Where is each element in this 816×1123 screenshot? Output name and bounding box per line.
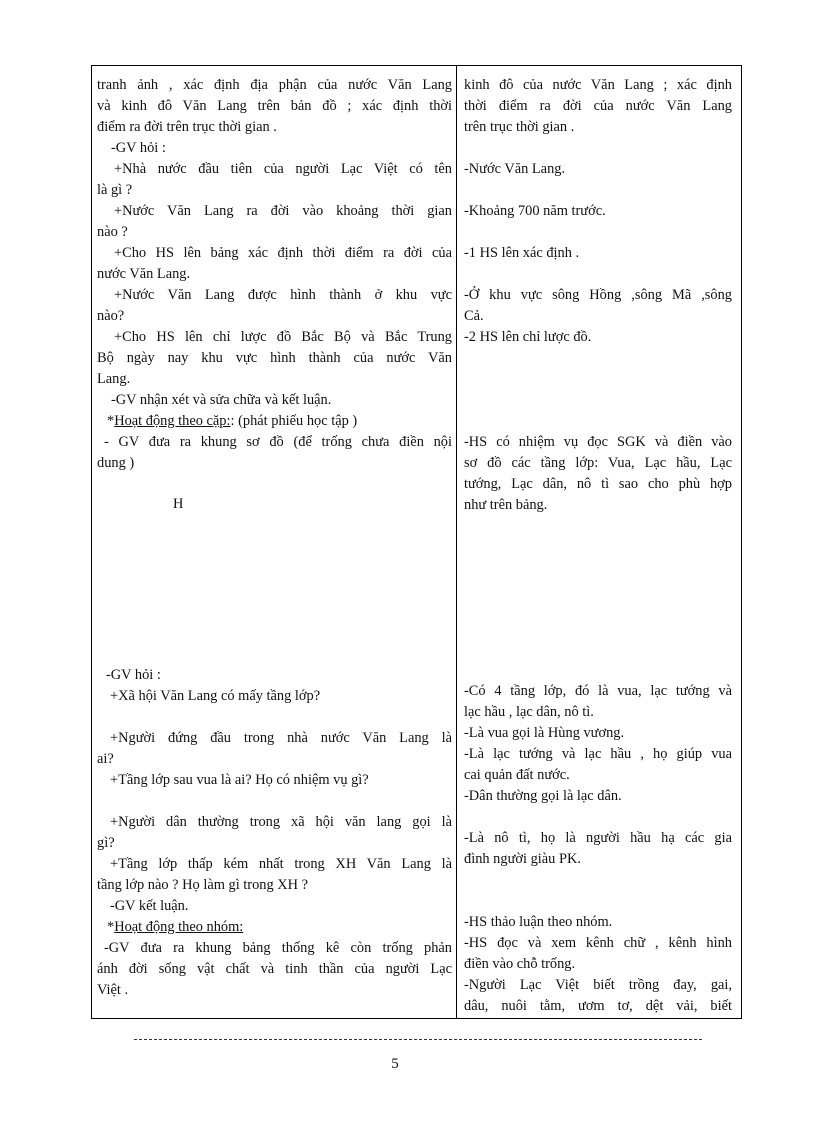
left-line: tranh ảnh , xác định địa phận của nước Văn Lang	[97, 77, 452, 93]
right-line: dâu, nuôi tằm, ươm tơ, dệt vải, biết	[464, 998, 732, 1014]
right-line: Cả.	[464, 308, 484, 324]
left-line: điểm ra đời trên trục thời gian .	[97, 119, 277, 135]
right-line: lạc hầu , lạc dân, nô tì.	[464, 704, 594, 720]
left-line: và kinh đô Văn Lang trên bản đồ ; xác định thời	[97, 98, 452, 114]
right-line: -1 HS lên xác định .	[464, 245, 580, 261]
left-line: Lang.	[97, 371, 131, 387]
left-line: -GV hỏi :	[111, 140, 166, 156]
left-line: +Người đứng đầu trong nhà nước Văn Lang là	[110, 730, 452, 746]
left-line: Bộ ngày nay khu vực hình thành của nước Văn	[97, 350, 452, 366]
left-line: nào?	[97, 308, 125, 324]
footer-dashed-rule	[134, 1039, 702, 1040]
right-line: trên trục thời gian .	[464, 119, 575, 135]
left-line: +Nước Văn Lang được hình thành ở khu vực	[114, 287, 452, 303]
left-line: +Người dân thường trong xã hội văn lang gọi là	[110, 814, 452, 830]
right-line: -Là nô tì, họ là người hầu hạ các gia	[464, 830, 732, 846]
left-line: tầng lớp nào ? Họ làm gì trong XH ?	[97, 877, 309, 893]
left-line: -GV kết luận.	[110, 898, 189, 914]
right-line: như trên bảng.	[464, 497, 548, 513]
left-line: nào ?	[97, 224, 128, 240]
right-line: tướng, Lạc dân, nô tì sao cho phù hợp	[464, 476, 732, 492]
left-line: -GV đưa ra khung bảng thống kê còn trống phản	[104, 940, 452, 956]
right-line: đình người giàu PK.	[464, 851, 581, 867]
right-line: cai quản đất nước.	[464, 767, 570, 783]
right-line: -HS có nhiệm vụ đọc SGK và điền vào	[464, 434, 732, 450]
right-line: thời điểm ra đời của nước Văn Lang	[464, 98, 732, 114]
right-line: -Khoảng 700 năm trước.	[464, 203, 606, 219]
left-line: +Tầng lớp thấp kém nhất trong XH Văn Lang là	[110, 856, 452, 872]
right-line: sơ đồ các tầng lớp: Vua, Lạc hầu, Lạc	[464, 455, 732, 471]
right-line: -Là vua gọi là Hùng vương.	[464, 725, 625, 741]
right-line: -Là lạc tướng và lạc hầu , họ giúp vua	[464, 746, 732, 762]
left-line: +Cho HS lên chỉ lược đồ Bắc Bộ và Bắc Trung	[114, 329, 452, 345]
left-line: ai?	[97, 751, 114, 767]
left-line: +Cho HS lên bảng xác định thời điểm ra đời của	[114, 245, 452, 261]
left-line: +Tầng lớp sau vua là ai? Họ có nhiệm vụ gì?	[110, 772, 369, 788]
page-number: 5	[391, 1056, 399, 1072]
right-line: -Người Lạc Việt biết trồng đay, gai,	[464, 977, 732, 993]
left-line: dung )	[97, 455, 135, 471]
left-line: +Nước Văn Lang ra đời vào khoảng thời gian	[114, 203, 452, 219]
activity-heading-pairs: *Hoạt động theo cặp:: (phát phiếu học tập )	[107, 413, 358, 429]
left-line: - GV đưa ra khung sơ đồ (để trống chưa điền nội	[104, 434, 452, 450]
lesson-table	[91, 65, 742, 1019]
right-line: điền vào chỗ trống.	[464, 956, 576, 972]
activity-heading-pairs-tail: : (phát phiếu học tập )	[230, 413, 358, 429]
right-line: -Dân thường gọi là lạc dân.	[464, 788, 622, 804]
left-line: là gì ?	[97, 182, 133, 198]
left-line: +Xã hội Văn Lang có mấy tầng lớp?	[110, 688, 321, 704]
right-line: -Nước Văn Lang.	[464, 161, 566, 177]
left-line: +Nhà nước đầu tiên của người Lạc Việt có tên	[114, 161, 452, 177]
left-line: ánh đời sống vật chất và tinh thần của người Lạc	[97, 961, 452, 977]
left-line: -GV nhận xét và sửa chữa và kết luận.	[111, 392, 332, 408]
left-line: -GV hỏi :	[106, 667, 161, 683]
activity-heading-groups: *Hoạt động theo nhóm:	[107, 919, 244, 935]
right-line: kinh đô của nước Văn Lang ; xác định	[464, 77, 732, 93]
right-line: -HS đọc và xem kênh chữ , kênh hình	[464, 935, 732, 951]
column-divider	[456, 66, 457, 1018]
left-line: gì?	[97, 835, 115, 851]
left-line: Việt .	[97, 982, 129, 998]
activity-heading-pairs-label: Hoạt động theo cặp:	[114, 413, 231, 429]
right-line: -2 HS lên chỉ lược đồ.	[464, 329, 592, 345]
right-line: -HS thảo luận theo nhóm.	[464, 914, 613, 930]
right-line: -Có 4 tầng lớp, đó là vua, lạc tướng và	[464, 683, 732, 699]
left-line: nước Văn Lang.	[97, 266, 191, 282]
activity-heading-groups-label: Hoạt động theo nhóm:	[114, 919, 244, 935]
right-line: -Ở khu vực sông Hồng ,sông Mã ,sông	[464, 287, 732, 303]
diagram-placeholder-letter: H	[173, 496, 184, 512]
